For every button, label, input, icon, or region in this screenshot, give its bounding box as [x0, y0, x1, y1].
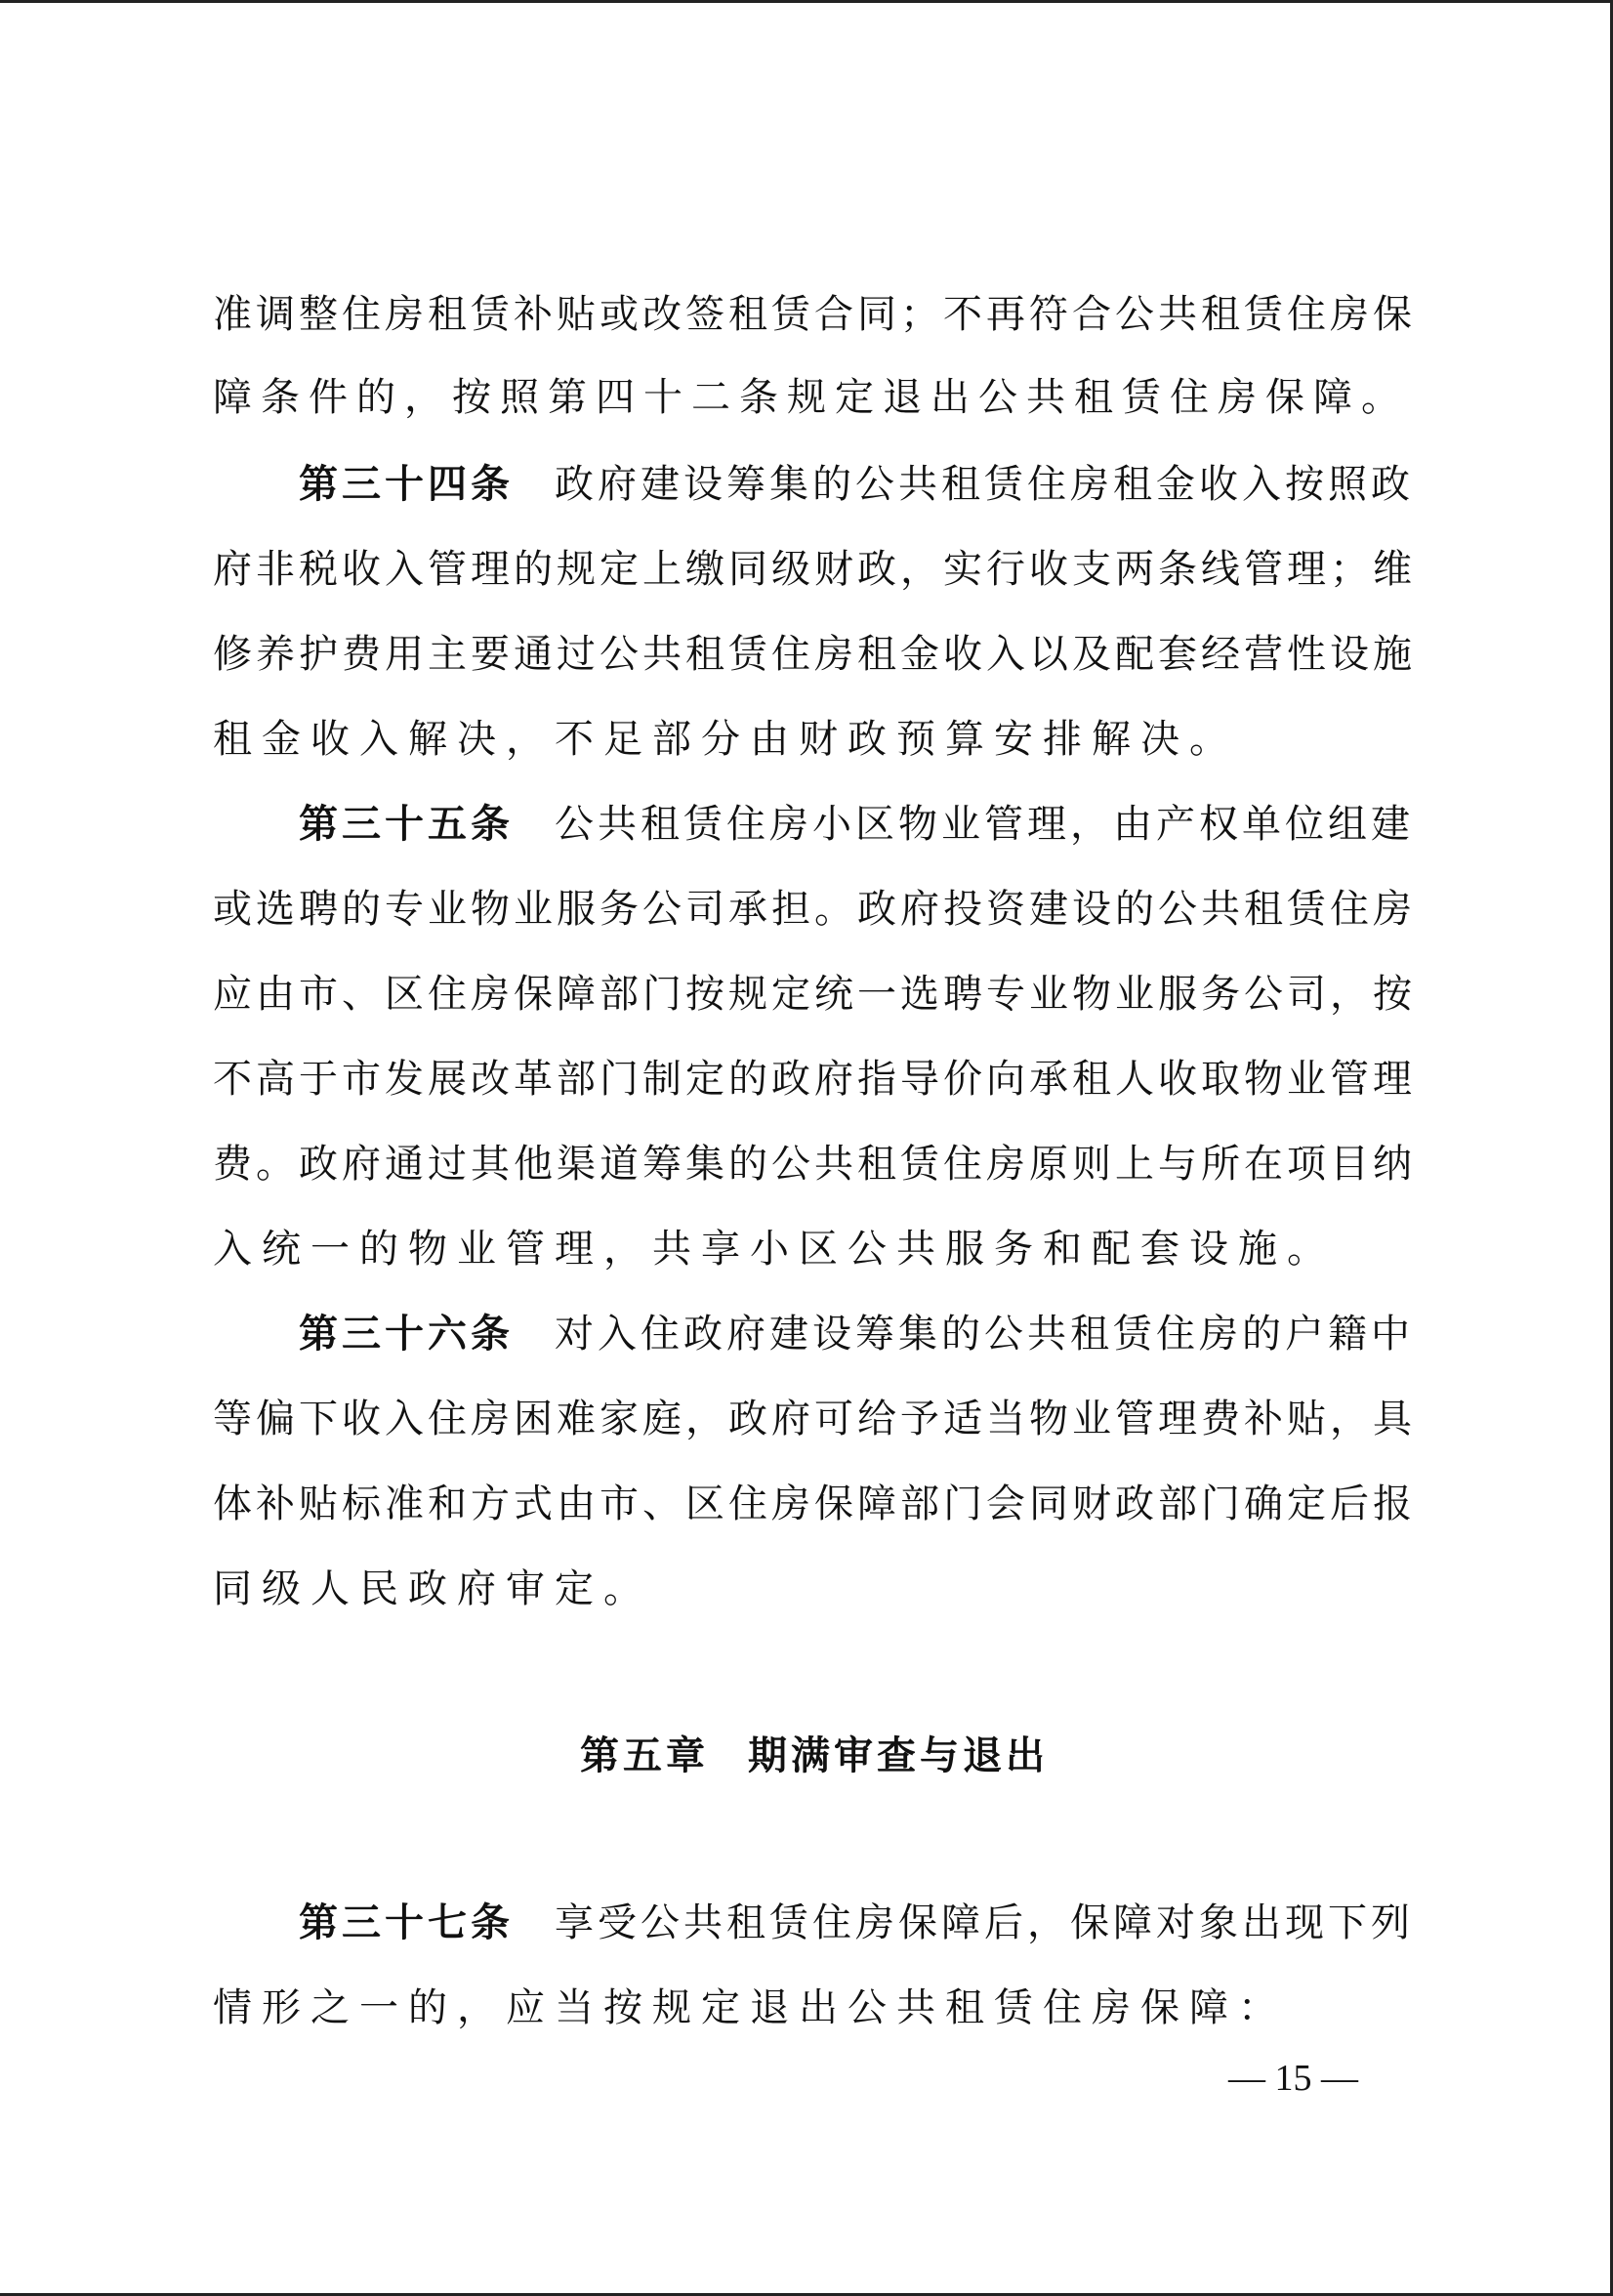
paragraph-line: 等偏下收入住房困难家庭，政府可给予适当物业管理费补贴，具 — [213, 1397, 1416, 1441]
paragraph-line: 府非税收入管理的规定上缴同级财政，实行收支两条线管理；维 — [213, 547, 1416, 592]
page-number: — 15 — — [1228, 2058, 1358, 2099]
chapter-heading — [213, 1725, 1416, 1787]
paragraph-line: 准调整住房租赁补贴或改签租赁合同；不再符合公共租赁住房保 — [213, 292, 1416, 337]
paragraph-line: 同级人民政府审定。 — [213, 1566, 652, 1611]
article-label: 第三十五条 — [299, 802, 514, 847]
article-34-first-line: 第三十四条 政府建设筹集的公共租赁住房租金收入按照政 — [299, 462, 1414, 507]
paragraph-line: 入统一的物业管理，共享小区公共服务和配套设施。 — [213, 1227, 1336, 1272]
article-label: 第三十四条 — [299, 462, 514, 507]
paragraph-line: 应由市、区住房保障部门按规定统一选聘专业物业服务公司，按 — [213, 972, 1416, 1017]
article-36-first-line: 第三十六条 对入住政府建设筹集的公共租赁住房的户籍中 — [299, 1312, 1414, 1357]
paragraph-line: 体补贴标准和方式由市、区住房保障部门会同财政部门确定后报 — [213, 1482, 1416, 1526]
paragraph-line: 障条件的，按照第四十二条规定退出公共租赁住房保障。 — [213, 375, 1409, 420]
paragraph-line: 修养护费用主要通过公共租赁住房租金收入以及配套经营性设施 — [213, 632, 1416, 677]
paragraph-line: 情形之一的，应当按规定退出公共租赁住房保障： — [213, 1985, 1287, 2030]
chapter-number: 第五章 — [580, 1733, 709, 1778]
article-label: 第三十七条 — [299, 1900, 514, 1945]
paragraph-line: 租金收入解决，不足部分由财政预算安排解决。 — [213, 717, 1238, 762]
paragraph-line: 或选聘的专业物业服务公司承担。政府投资建设的公共租赁住房 — [213, 887, 1416, 932]
paragraph-line: 费。政府通过其他渠道筹集的公共租赁住房原则上与所在项目纳 — [213, 1142, 1416, 1187]
paragraph-line: 不高于市发展改革部门制定的政府指导价向承租人收取物业管理 — [213, 1057, 1416, 1102]
article-label: 第三十六条 — [299, 1312, 514, 1357]
article-35-first-line: 第三十五条 公共租赁住房小区物业管理，由产权单位组建 — [299, 802, 1414, 847]
article-37-first-line: 第三十七条 享受公共租赁住房保障后，保障对象出现下列 — [299, 1900, 1414, 1945]
chapter-title: 期满审查与退出 — [748, 1733, 1049, 1778]
